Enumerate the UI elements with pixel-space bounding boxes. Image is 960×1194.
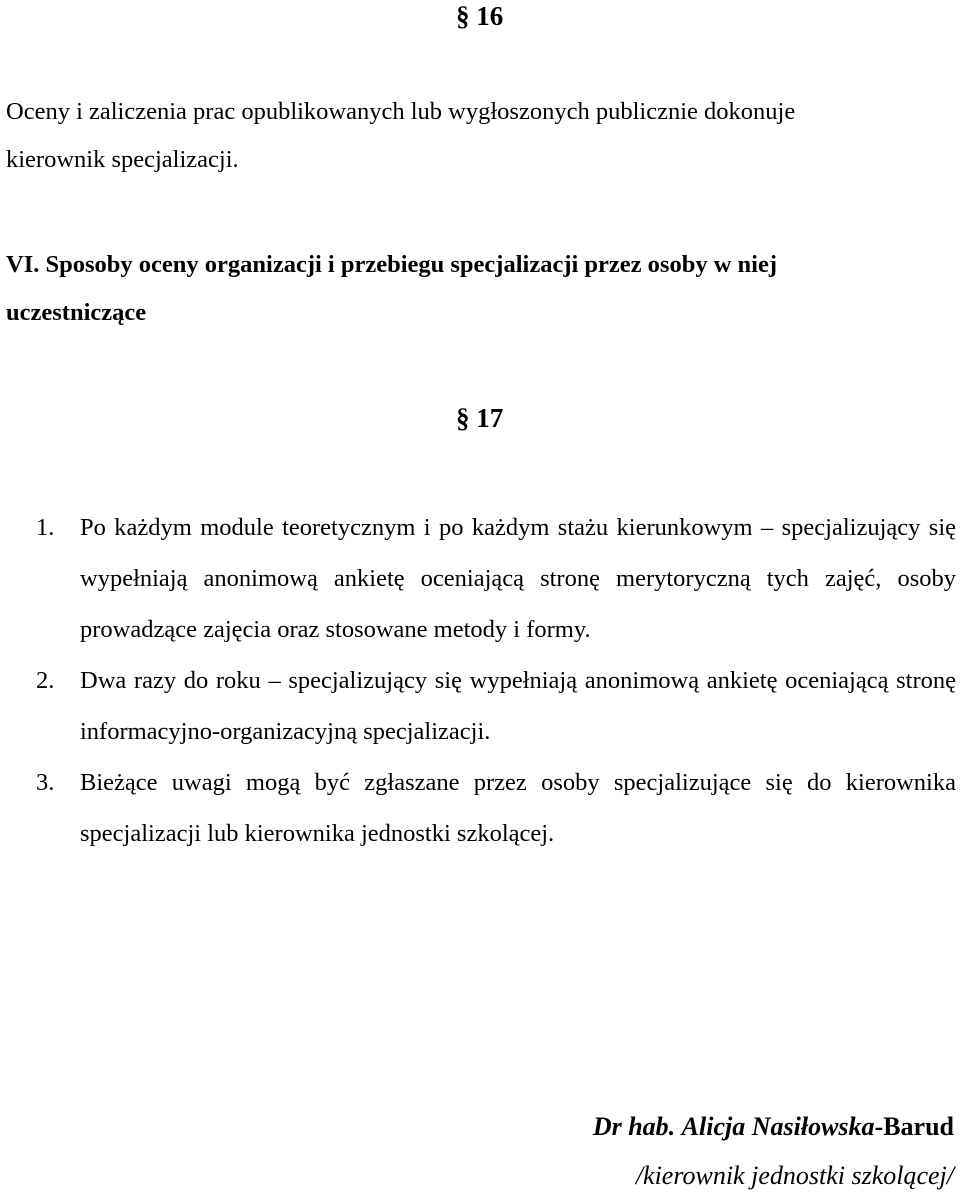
section-17-list (36, 502, 956, 859)
list-item-number: 3. (36, 769, 55, 796)
list-item-1 (36, 502, 956, 655)
list-item-number: 2. (36, 667, 55, 694)
section-17-heading: § 17 (456, 403, 504, 433)
signature-role: /kierownik jednostki szkolącej/ (635, 1161, 954, 1190)
signature-name-italic: Alicja Nasiłowska (681, 1112, 875, 1141)
grading-paragraph-line-2: kierownik specjalizacji. (6, 146, 239, 173)
section-16-heading: § 16 (456, 1, 504, 31)
list-item-number: 1. (36, 514, 55, 541)
chapter-vi-heading-line-2: uczestniczące (6, 299, 147, 326)
list-item-text: Po każdym module teoretycznym i po każdym stażu kierunkowym – specjalizujący się wypełniają anonimową ankietę oceniającą stronę merytoryczną tych zajęć, osoby prowadzące zajęcia oraz stosowane metody i formy. (80, 514, 956, 643)
signature-name-rest: -Barud (874, 1112, 954, 1141)
grading-paragraph-line-1: Oceny i zaliczenia prac opublikowanych lub wygłoszonych publicznie dokonuje (6, 98, 796, 125)
list-item-3 (36, 757, 956, 859)
signature-title: Dr hab. (592, 1112, 676, 1141)
list-item-text: Bieżące uwagi mogą być zgłaszane przez osoby specjalizujące się do kierownika specjalizacji lub kierownika jednostki szkolącej. (80, 769, 956, 847)
signature-name (593, 1110, 954, 1144)
list-item-text: Dwa razy do roku – specjalizujący się wypełniają anonimową ankietę oceniającą stronę informacyjno-organizacyjną specjalizacji. (80, 667, 956, 745)
chapter-vi-heading-line-1: VI. Sposoby oceny organizacji i przebiegu specjalizacji przez osoby w niej (6, 251, 777, 278)
list-item-2 (36, 655, 956, 757)
